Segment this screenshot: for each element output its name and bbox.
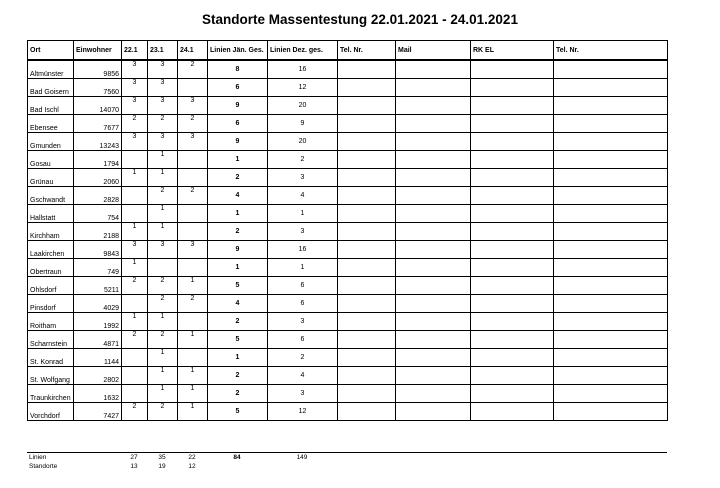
cell-date-3 <box>178 349 208 367</box>
cell-einwohner: 9843 <box>74 241 122 259</box>
cell-mail <box>396 97 471 115</box>
cell-date-1: 1 <box>122 259 148 277</box>
cell-tel-1 <box>338 187 396 205</box>
cell-einwohner: 2828 <box>74 187 122 205</box>
cell-tel-1 <box>338 79 396 97</box>
cell-linien-dez: 16 <box>268 241 338 259</box>
cell-date-3 <box>178 259 208 277</box>
cell-ort: Laakirchen <box>28 241 74 259</box>
cell-tel-1 <box>338 277 396 295</box>
cell-einwohner: 2188 <box>74 223 122 241</box>
cell-date-3 <box>178 79 208 97</box>
cell-einwohner: 5211 <box>74 277 122 295</box>
cell-linien-jan: 2 <box>208 223 268 241</box>
cell-rk-el <box>471 187 554 205</box>
totals-row-linien <box>27 453 667 463</box>
cell-date-1: 3 <box>122 60 148 79</box>
cell-tel-1 <box>338 349 396 367</box>
cell-linien-dez: 12 <box>268 79 338 97</box>
cell-linien-dez: 6 <box>268 277 338 295</box>
cell-tel-2 <box>554 403 668 421</box>
table-row <box>28 223 668 241</box>
cell-ort: Roitham <box>28 313 74 331</box>
cell-mail <box>396 385 471 403</box>
cell-date-2: 2 <box>148 295 178 313</box>
cell-mail <box>396 169 471 187</box>
cell-linien-dez: 12 <box>268 403 338 421</box>
totals-row-standorte <box>27 462 667 471</box>
cell-date-2: 2 <box>148 187 178 205</box>
cell-date-2: 1 <box>148 385 178 403</box>
cell-linien-jan: 2 <box>208 367 268 385</box>
cell-rk-el <box>471 205 554 223</box>
table-row <box>28 259 668 277</box>
header-linien-jan: Linien Jän. Ges. <box>208 41 268 61</box>
table-row <box>28 169 668 187</box>
cell-date-1: 3 <box>122 241 148 259</box>
cell-tel-2 <box>554 241 668 259</box>
cell-ort: Altmünster <box>28 60 74 79</box>
cell-date-1 <box>122 187 148 205</box>
cell-rk-el <box>471 385 554 403</box>
header-date-1: 22.1 <box>122 41 148 61</box>
cell-date-3: 1 <box>178 367 208 385</box>
totals-standorte-label: Standorte <box>29 463 58 470</box>
test-locations-table <box>27 40 668 421</box>
cell-einwohner: 749 <box>74 259 122 277</box>
cell-ort: Scharnstein <box>28 331 74 349</box>
cell-linien-jan: 9 <box>208 241 268 259</box>
cell-tel-2 <box>554 133 668 151</box>
cell-linien-dez: 4 <box>268 367 338 385</box>
cell-rk-el <box>471 349 554 367</box>
cell-rk-el <box>471 169 554 187</box>
cell-mail <box>396 187 471 205</box>
cell-mail <box>396 223 471 241</box>
cell-date-2: 3 <box>148 60 178 79</box>
cell-date-2: 1 <box>148 313 178 331</box>
cell-date-3: 2 <box>178 295 208 313</box>
cell-date-1: 3 <box>122 133 148 151</box>
table-row <box>28 97 668 115</box>
cell-linien-jan: 1 <box>208 151 268 169</box>
cell-mail <box>396 313 471 331</box>
cell-linien-dez: 20 <box>268 133 338 151</box>
cell-date-2: 2 <box>148 277 178 295</box>
cell-tel-2 <box>554 295 668 313</box>
cell-date-3: 3 <box>178 241 208 259</box>
cell-tel-2 <box>554 367 668 385</box>
cell-linien-jan: 1 <box>208 259 268 277</box>
cell-ort: Pinsdorf <box>28 295 74 313</box>
cell-date-1 <box>122 205 148 223</box>
cell-tel-1 <box>338 331 396 349</box>
cell-date-2: 3 <box>148 133 178 151</box>
cell-einwohner: 1794 <box>74 151 122 169</box>
cell-date-2: 3 <box>148 97 178 115</box>
cell-rk-el <box>471 331 554 349</box>
cell-mail <box>396 403 471 421</box>
totals-linien-d3: 22 <box>177 453 207 463</box>
cell-ort: Gmunden <box>28 133 74 151</box>
cell-tel-2 <box>554 187 668 205</box>
cell-einwohner: 1632 <box>74 385 122 403</box>
cell-ort: Vorchdorf <box>28 403 74 421</box>
cell-mail <box>396 115 471 133</box>
cell-linien-dez: 6 <box>268 331 338 349</box>
table-row <box>28 205 668 223</box>
cell-date-1: 2 <box>122 331 148 349</box>
cell-tel-2 <box>554 349 668 367</box>
cell-date-3 <box>178 151 208 169</box>
cell-date-2: 1 <box>148 151 178 169</box>
cell-date-3: 3 <box>178 97 208 115</box>
cell-einwohner: 2060 <box>74 169 122 187</box>
cell-date-2: 1 <box>148 349 178 367</box>
cell-date-3: 2 <box>178 115 208 133</box>
cell-einwohner: 7427 <box>74 403 122 421</box>
cell-date-3: 1 <box>178 331 208 349</box>
cell-ort: Obertraun <box>28 259 74 277</box>
cell-linien-jan: 8 <box>208 60 268 79</box>
cell-mail <box>396 241 471 259</box>
cell-rk-el <box>471 277 554 295</box>
totals-linien-label: Linien <box>27 453 73 463</box>
cell-date-2: 2 <box>148 331 178 349</box>
cell-linien-dez: 3 <box>268 169 338 187</box>
cell-linien-dez: 1 <box>268 259 338 277</box>
table-row <box>28 313 668 331</box>
cell-linien-dez: 2 <box>268 349 338 367</box>
cell-date-1 <box>122 367 148 385</box>
cell-rk-el <box>471 97 554 115</box>
table-row <box>28 79 668 97</box>
totals-table <box>27 452 667 471</box>
cell-linien-jan: 2 <box>208 313 268 331</box>
cell-tel-1 <box>338 385 396 403</box>
cell-date-3: 2 <box>178 60 208 79</box>
header-ort: Ort <box>28 41 74 61</box>
cell-rk-el <box>471 241 554 259</box>
cell-tel-2 <box>554 169 668 187</box>
cell-tel-1 <box>338 60 396 79</box>
cell-tel-2 <box>554 223 668 241</box>
table-body <box>28 60 668 421</box>
totals-standorte-d2: 19 <box>158 463 166 470</box>
cell-einwohner: 1992 <box>74 313 122 331</box>
cell-linien-jan: 5 <box>208 331 268 349</box>
cell-date-3 <box>178 223 208 241</box>
cell-date-3: 1 <box>178 403 208 421</box>
cell-linien-jan: 1 <box>208 205 268 223</box>
table-row <box>28 241 668 259</box>
header-tel-2: Tel. Nr. <box>554 41 668 61</box>
cell-tel-1 <box>338 295 396 313</box>
cell-linien-dez: 3 <box>268 223 338 241</box>
cell-rk-el <box>471 133 554 151</box>
cell-date-1 <box>122 349 148 367</box>
header-linien-dez: Linien Dez. ges. <box>268 41 338 61</box>
cell-date-1: 3 <box>122 79 148 97</box>
cell-date-1: 1 <box>122 313 148 331</box>
page-title: Standorte Massentestung 22.01.2021 - 24.01.2021 <box>202 12 518 27</box>
cell-linien-jan: 9 <box>208 97 268 115</box>
cell-linien-dez: 1 <box>268 205 338 223</box>
cell-mail <box>396 133 471 151</box>
cell-linien-jan: 1 <box>208 349 268 367</box>
cell-date-1 <box>122 385 148 403</box>
cell-ort: Hallstatt <box>28 205 74 223</box>
cell-date-2: 3 <box>148 79 178 97</box>
cell-linien-jan: 4 <box>208 295 268 313</box>
table-row <box>28 60 668 79</box>
cell-tel-2 <box>554 313 668 331</box>
cell-tel-2 <box>554 385 668 403</box>
cell-date-2: 1 <box>148 223 178 241</box>
cell-ort: Bad Ischl <box>28 97 74 115</box>
cell-einwohner: 14070 <box>74 97 122 115</box>
cell-rk-el <box>471 259 554 277</box>
cell-date-2: 3 <box>148 241 178 259</box>
cell-mail <box>396 277 471 295</box>
cell-mail <box>396 205 471 223</box>
cell-einwohner: 4871 <box>74 331 122 349</box>
cell-linien-jan: 9 <box>208 133 268 151</box>
header-row <box>28 41 668 61</box>
cell-date-3 <box>178 169 208 187</box>
cell-tel-2 <box>554 60 668 79</box>
table-row <box>28 115 668 133</box>
cell-tel-1 <box>338 151 396 169</box>
cell-linien-dez: 20 <box>268 97 338 115</box>
cell-date-3 <box>178 313 208 331</box>
cell-einwohner: 9856 <box>74 60 122 79</box>
header-date-3: 24.1 <box>178 41 208 61</box>
cell-date-1 <box>122 295 148 313</box>
totals-linien-dez: 149 <box>267 453 337 463</box>
table-row <box>28 385 668 403</box>
cell-date-1 <box>122 151 148 169</box>
cell-einwohner: 13243 <box>74 133 122 151</box>
cell-mail <box>396 79 471 97</box>
table-row <box>28 367 668 385</box>
cell-date-2: 1 <box>148 205 178 223</box>
cell-rk-el <box>471 115 554 133</box>
cell-tel-2 <box>554 151 668 169</box>
cell-mail <box>396 259 471 277</box>
cell-ort: St. Konrad <box>28 349 74 367</box>
cell-date-3: 3 <box>178 133 208 151</box>
cell-tel-2 <box>554 277 668 295</box>
cell-tel-1 <box>338 313 396 331</box>
cell-mail <box>396 349 471 367</box>
cell-date-3 <box>178 205 208 223</box>
cell-ort: Gosau <box>28 151 74 169</box>
cell-tel-1 <box>338 115 396 133</box>
cell-tel-1 <box>338 205 396 223</box>
cell-linien-dez: 3 <box>268 313 338 331</box>
cell-ort: Kirchham <box>28 223 74 241</box>
cell-date-3: 2 <box>178 187 208 205</box>
cell-tel-2 <box>554 205 668 223</box>
cell-date-1: 3 <box>122 97 148 115</box>
cell-date-1: 1 <box>122 223 148 241</box>
cell-rk-el <box>471 151 554 169</box>
header-mail: Mail <box>396 41 471 61</box>
cell-rk-el <box>471 60 554 79</box>
cell-einwohner: 754 <box>74 205 122 223</box>
cell-date-2: 1 <box>148 367 178 385</box>
cell-tel-1 <box>338 241 396 259</box>
header-rk-el: RK EL <box>471 41 554 61</box>
totals-linien-d2: 35 <box>147 453 177 463</box>
cell-rk-el <box>471 223 554 241</box>
cell-linien-jan: 2 <box>208 169 268 187</box>
cell-ort: St. Wolfgang <box>28 367 74 385</box>
totals-standorte-d1: 13 <box>130 463 138 470</box>
cell-date-2: 2 <box>148 115 178 133</box>
cell-linien-dez: 2 <box>268 151 338 169</box>
cell-linien-dez: 3 <box>268 385 338 403</box>
table-row <box>28 151 668 169</box>
cell-mail <box>396 60 471 79</box>
table-row <box>28 277 668 295</box>
cell-ort: Ohlsdorf <box>28 277 74 295</box>
cell-date-1: 1 <box>122 169 148 187</box>
totals-linien-jan: 84 <box>207 453 267 463</box>
cell-tel-1 <box>338 403 396 421</box>
cell-date-1: 2 <box>122 277 148 295</box>
table-row <box>28 187 668 205</box>
table-row <box>28 133 668 151</box>
cell-rk-el <box>471 367 554 385</box>
cell-date-3: 1 <box>178 385 208 403</box>
cell-linien-jan: 6 <box>208 115 268 133</box>
cell-linien-dez: 4 <box>268 187 338 205</box>
cell-ort: Grünau <box>28 169 74 187</box>
table-row <box>28 331 668 349</box>
cell-einwohner: 4029 <box>74 295 122 313</box>
cell-mail <box>396 331 471 349</box>
cell-tel-1 <box>338 223 396 241</box>
cell-rk-el <box>471 403 554 421</box>
cell-ort: Ebensee <box>28 115 74 133</box>
cell-einwohner: 2802 <box>74 367 122 385</box>
cell-rk-el <box>471 295 554 313</box>
cell-einwohner: 7677 <box>74 115 122 133</box>
cell-date-3: 1 <box>178 277 208 295</box>
cell-date-1: 2 <box>122 403 148 421</box>
table-row <box>28 403 668 421</box>
cell-ort: Traunkirchen <box>28 385 74 403</box>
cell-ort: Gschwandt <box>28 187 74 205</box>
cell-date-2: 1 <box>148 169 178 187</box>
cell-rk-el <box>471 79 554 97</box>
table-row <box>28 349 668 367</box>
cell-linien-jan: 2 <box>208 385 268 403</box>
cell-tel-2 <box>554 259 668 277</box>
cell-date-1: 2 <box>122 115 148 133</box>
cell-rk-el <box>471 313 554 331</box>
cell-linien-dez: 9 <box>268 115 338 133</box>
cell-tel-1 <box>338 169 396 187</box>
cell-einwohner: 7560 <box>74 79 122 97</box>
cell-tel-1 <box>338 259 396 277</box>
header-tel-1: Tel. Nr. <box>338 41 396 61</box>
cell-ort: Bad Goisern <box>28 79 74 97</box>
cell-tel-1 <box>338 367 396 385</box>
cell-tel-2 <box>554 115 668 133</box>
header-einwohner: Einwohner <box>74 41 122 61</box>
cell-linien-jan: 5 <box>208 277 268 295</box>
header-date-2: 23.1 <box>148 41 178 61</box>
cell-linien-jan: 6 <box>208 79 268 97</box>
cell-tel-2 <box>554 331 668 349</box>
cell-linien-dez: 16 <box>268 60 338 79</box>
cell-linien-jan: 5 <box>208 403 268 421</box>
cell-tel-1 <box>338 97 396 115</box>
cell-tel-2 <box>554 97 668 115</box>
cell-mail <box>396 295 471 313</box>
cell-tel-2 <box>554 79 668 97</box>
cell-einwohner: 1144 <box>74 349 122 367</box>
cell-linien-jan: 4 <box>208 187 268 205</box>
cell-date-2 <box>148 259 178 277</box>
cell-tel-1 <box>338 133 396 151</box>
cell-mail <box>396 367 471 385</box>
cell-mail <box>396 151 471 169</box>
totals-linien-d1: 27 <box>121 453 147 463</box>
totals-standorte-d3: 12 <box>188 463 196 470</box>
cell-date-2: 2 <box>148 403 178 421</box>
table-row <box>28 295 668 313</box>
cell-linien-dez: 6 <box>268 295 338 313</box>
